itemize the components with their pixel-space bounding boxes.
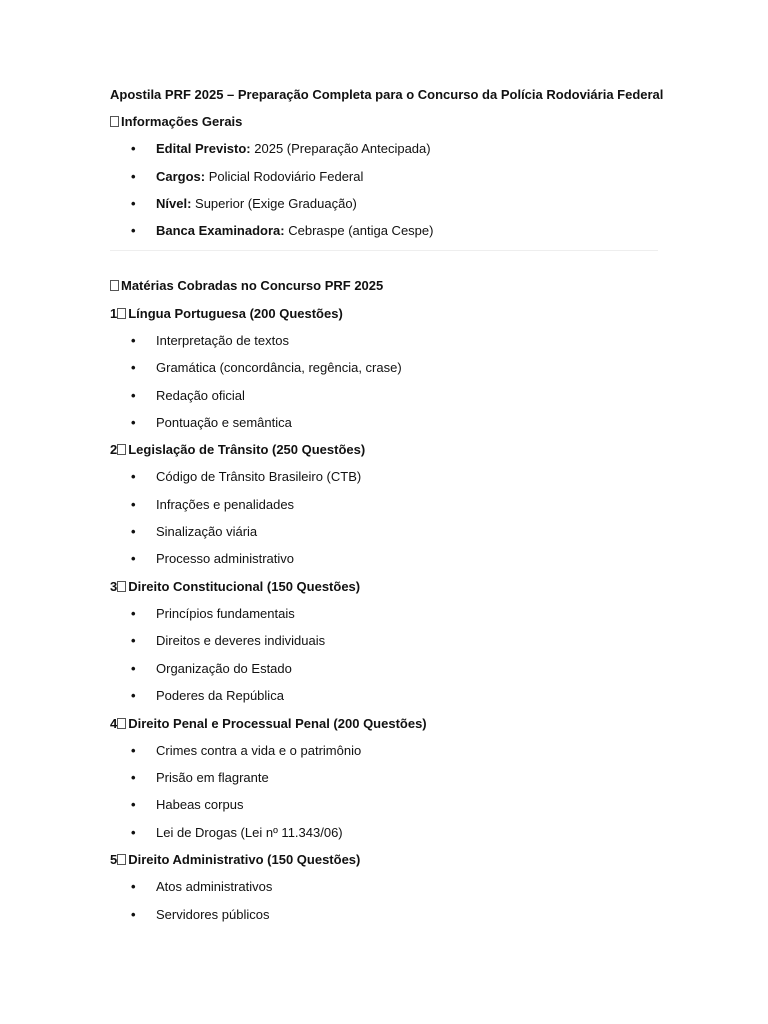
bullet-icon: • xyxy=(131,196,136,211)
subject-item: • Lei de Drogas (Lei nº 11.343/06) xyxy=(131,825,343,840)
keycap-glyph-icon xyxy=(117,444,126,455)
bullet-icon: • xyxy=(131,797,136,812)
subject-item: • Atos administrativos xyxy=(131,879,273,894)
bullet-icon: • xyxy=(131,223,136,238)
subject-item: • Infrações e penalidades xyxy=(131,497,295,512)
keycap-glyph-icon xyxy=(117,854,126,865)
subject-item: • Interpretação de textos xyxy=(131,333,289,348)
bullet-icon: • xyxy=(131,524,136,539)
bullet-icon: • xyxy=(131,169,136,184)
bullet-icon: • xyxy=(131,469,136,484)
subject-item: • Crimes contra a vida e o patrimônio xyxy=(131,743,362,758)
missing-glyph-icon xyxy=(110,116,119,127)
subject-item: • Poderes da República xyxy=(131,688,284,703)
bullet-icon: • xyxy=(131,907,136,922)
keycap-glyph-icon xyxy=(117,718,126,729)
bullet-icon: • xyxy=(131,688,136,703)
bullet-icon: • xyxy=(131,825,136,840)
section-heading-subjects: Matérias Cobradas no Concurso PRF 2025 xyxy=(110,278,383,294)
subject-item: • Servidores públicos xyxy=(131,907,270,922)
bullet-icon: • xyxy=(131,141,136,156)
subject-heading: 1 Língua Portuguesa (200 Questões) xyxy=(110,306,343,321)
bullet-icon: • xyxy=(131,770,136,785)
bullet-icon: • xyxy=(131,879,136,894)
bullet-icon: • xyxy=(131,743,136,758)
horizontal-divider xyxy=(110,250,658,251)
bullet-icon: • xyxy=(131,551,136,566)
subject-item: • Direitos e deveres individuais xyxy=(131,633,326,648)
subject-item: • Prisão em flagrante xyxy=(131,770,269,785)
subject-item: • Princípios fundamentais xyxy=(131,606,295,621)
subject-item: • Pontuação e semântica xyxy=(131,415,292,430)
bullet-icon: • xyxy=(131,661,136,676)
subject-item: • Código de Trânsito Brasileiro (CTB) xyxy=(131,469,362,484)
subject-heading: 2 Legislação de Trânsito (250 Questões) xyxy=(110,442,366,457)
keycap-glyph-icon xyxy=(117,581,126,592)
subject-item: • Gramática (concordância, regência, crase) xyxy=(131,360,402,375)
bullet-icon: • xyxy=(131,633,136,648)
general-item: • Cargos: Policial Rodoviário Federal xyxy=(131,169,364,184)
general-item: • Banca Examinadora: Cebraspe (antiga Cespe) xyxy=(131,223,434,238)
subject-heading: 4 Direito Penal e Processual Penal (200 Questões) xyxy=(110,716,427,731)
subject-heading: 5 Direito Administrativo (150 Questões) xyxy=(110,852,361,867)
subject-item: • Organização do Estado xyxy=(131,661,292,676)
bullet-icon: • xyxy=(131,606,136,621)
subject-item: • Redação oficial xyxy=(131,388,245,403)
bullet-icon: • xyxy=(131,497,136,512)
general-item: • Edital Previsto: 2025 (Preparação Antecipada) xyxy=(131,141,431,156)
general-item: • Nível: Superior (Exige Graduação) xyxy=(131,196,357,211)
subject-item: • Processo administrativo xyxy=(131,551,294,566)
subject-item: • Sinalização viária xyxy=(131,524,258,539)
document-title: Apostila PRF 2025 – Preparação Completa para o Concurso da Polícia Rodoviária Federal xyxy=(110,87,664,102)
subject-heading: 3 Direito Constitucional (150 Questões) xyxy=(110,579,361,594)
bullet-icon: • xyxy=(131,333,136,348)
missing-glyph-icon xyxy=(110,280,119,291)
keycap-glyph-icon xyxy=(117,308,126,319)
bullet-icon: • xyxy=(131,388,136,403)
section-heading-general: Informações Gerais xyxy=(110,114,242,130)
bullet-icon: • xyxy=(131,415,136,430)
bullet-icon: • xyxy=(131,360,136,375)
subject-item: • Habeas corpus xyxy=(131,797,244,812)
